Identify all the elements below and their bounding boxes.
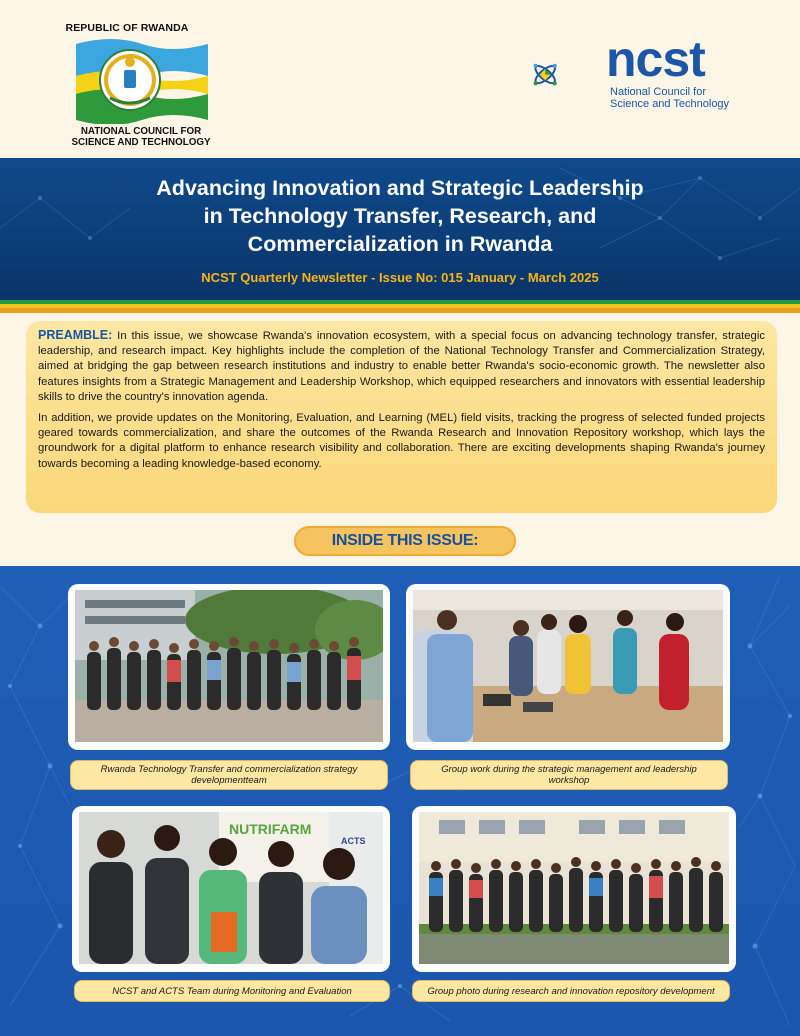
newsletter-title: Advancing Innovation and Strategic Leadership in Technology Transfer, Research, and Commercialization in Rwanda <box>156 176 644 256</box>
ncst-subtitle: National Council for Science and Technology <box>610 86 730 110</box>
photo-caption-3: NCST and ACTS Team during Monitoring and Evaluation <box>74 980 390 1002</box>
ncst-atom-logo-icon <box>530 34 610 116</box>
field-visit-photo-icon <box>79 812 383 964</box>
photo-caption-4: Group photo during research and innovation repository development <box>412 980 730 1002</box>
photo-caption-1: Rwanda Technology Transfer and commercialization strategy developmentteam <box>70 760 388 790</box>
stripe-orange <box>0 308 800 313</box>
rwanda-flag-emblem-icon <box>72 36 212 124</box>
title-banner <box>0 158 800 300</box>
preamble-paragraph-1: PREAMBLE: In this issue, we showcase Rwanda's innovation ecosystem, with a special focus on advancing technology transfer, strategic leadership, and research impact. Key highlights include the completion of the National Technology Transfer and Commercialization Strategy, aimed at bridging the gap between research institutions and industry to enable better Rwanda's socio-economic growth. The newsletter also features insights from a Strategic Management and Leadership Workshop, which equipped researchers and innovators with essential leadership skills to drive the country's innovation agenda. <box>38 328 765 403</box>
photo-gallery <box>0 566 800 1036</box>
photo-strategy-team <box>75 590 383 742</box>
nutrifarm-sign: NUTRIFARM <box>229 821 312 837</box>
group-photo-outdoor-icon <box>75 590 383 742</box>
page-header <box>0 0 800 158</box>
photo-monitoring-evaluation <box>79 812 383 964</box>
preamble-paragraph-2: In addition, we provide updates on the Monitoring, Evaluation, and Learning (MEL) field visits, tracking the progress of selected funded projects geared towards commercialization, and share the outcomes of the Rwanda Research and Innovation Repository workshop, which lays the groundwork for a digital platform to enhance research visibility and collaboration. There are exciting developments shaping Rwanda's journey towards becoming a leading knowledge-based economy. <box>38 412 765 470</box>
workshop-room-photo-icon <box>413 590 723 742</box>
acts-sign: ACTS <box>341 836 366 846</box>
ncst-wordmark: ncst <box>606 31 705 87</box>
preamble-box <box>26 321 777 513</box>
preamble-label: PREAMBLE: <box>38 328 113 342</box>
council-label: NATIONAL COUNCIL FOR SCIENCE AND TECHNOLOGY <box>71 126 211 148</box>
photo-leadership-workshop <box>413 590 723 742</box>
inside-this-issue-label: INSIDE THIS ISSUE: <box>294 526 516 556</box>
republic-label: REPUBLIC OF RWANDA <box>65 22 189 34</box>
photo-repository-development <box>419 812 729 964</box>
group-photo-building-icon <box>419 812 729 964</box>
newsletter-issue-subtitle: NCST Quarterly Newsletter - Issue No: 015 January - March 2025 <box>201 270 599 285</box>
photo-caption-2: Group work during the strategic management and leadership workshop <box>410 760 728 790</box>
